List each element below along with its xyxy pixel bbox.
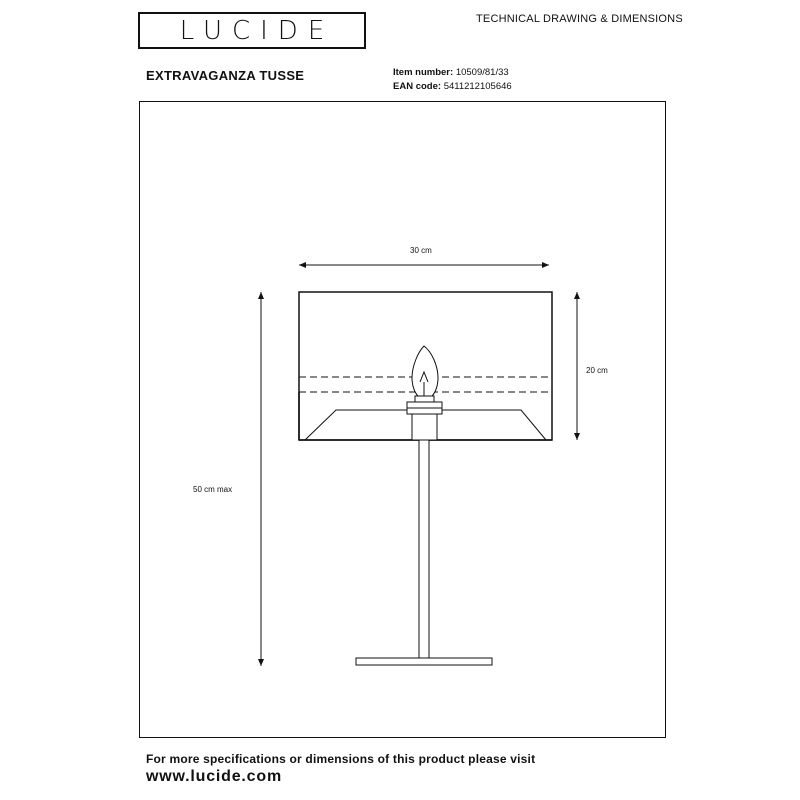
ean-label: EAN code: xyxy=(393,81,442,92)
width-label: 30 cm xyxy=(410,246,432,255)
lamp-base xyxy=(356,658,492,665)
shade-height-label: 20 cm xyxy=(586,366,608,375)
product-name: EXTRAVAGANZA TUSSE xyxy=(146,68,305,83)
page-title: TECHNICAL DRAWING & DIMENSIONS xyxy=(476,13,683,25)
ean-value: 5411212105646 xyxy=(443,81,512,92)
total-height-label: 50 cm max xyxy=(193,485,233,494)
lamp-socket xyxy=(407,396,442,440)
item-number-label: Item number: xyxy=(393,67,454,78)
item-number-value: 10509/81/33 xyxy=(455,67,509,78)
bulb xyxy=(412,346,438,396)
footer-text: For more specifications or dimensions of this product please visit xyxy=(146,752,536,766)
footer-url-link[interactable]: www.lucide.com xyxy=(146,768,282,785)
logo-text: LUCIDE xyxy=(179,15,335,46)
lamp-stem xyxy=(419,440,429,658)
